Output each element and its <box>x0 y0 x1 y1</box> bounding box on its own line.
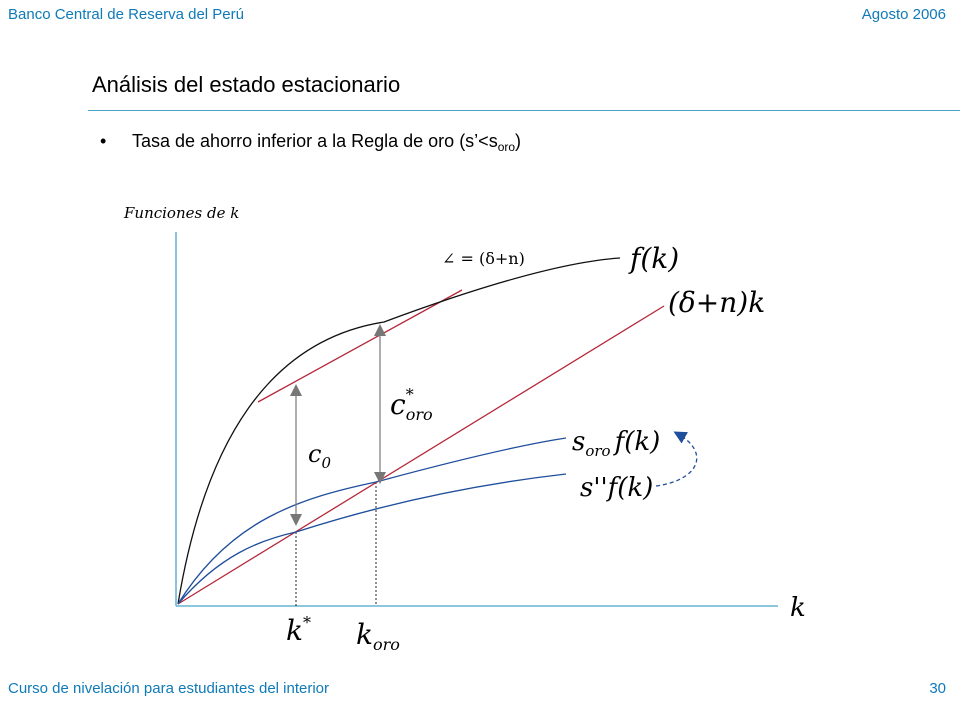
saving-increase-arrow <box>656 434 697 486</box>
label-s-low: s''f(k) <box>580 473 654 503</box>
bullet-text-sub: oro <box>497 140 516 154</box>
label-c0: $c_0$ <box>308 440 331 472</box>
label-slope: ∠ = (δ+n) <box>442 249 525 268</box>
label-c-oro: c* oro <box>390 385 433 424</box>
footer-course: Curso de nivelación para estudiantes del interior <box>8 680 330 697</box>
bullet-text: Tasa de ahorro inferior a la Regla de oro (s’<s <box>132 131 498 151</box>
tangent-line <box>258 290 462 402</box>
bullet-text-end: ) <box>515 131 522 151</box>
bullet-marker: • <box>100 131 107 151</box>
label-dep: (δ+n)k <box>668 286 766 319</box>
tick-k-star: k* <box>286 613 311 647</box>
golden-saving-curve <box>178 438 566 604</box>
label-f: f(k) <box>630 242 680 275</box>
header-institution: Banco Central de Reserva del Perú <box>8 6 244 23</box>
y-axis-label: Funciones de k <box>124 204 240 222</box>
production-curve <box>178 258 620 604</box>
label-s-oro: $s_{oro}$ f(k) <box>572 427 661 460</box>
header-date: Agosto 2006 <box>861 6 946 23</box>
slide-title: Análisis del estado estacionario <box>92 72 401 97</box>
tick-k-oro: $k_{oro}$ <box>356 618 400 654</box>
page-number: 30 <box>929 680 946 697</box>
x-axis-label: k <box>790 593 806 623</box>
